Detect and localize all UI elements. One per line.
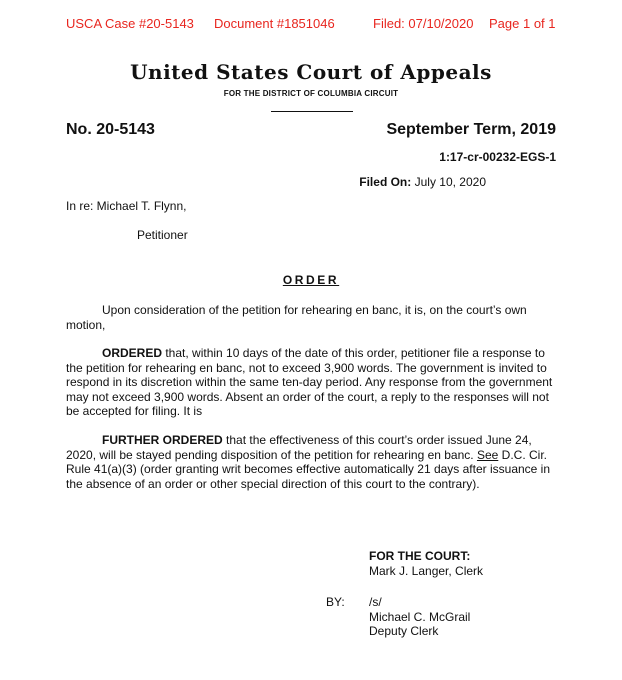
order-paragraph-2 <box>66 346 558 419</box>
ordered-label: ORDERED <box>102 346 163 360</box>
order-paragraph-3-text-a: that the effectiveness of this court’s order issued June 24, 2020, will be stayed pending disposition of the petition for rehearing en banc. <box>66 433 532 462</box>
party-role: Petitioner <box>137 228 188 242</box>
further-ordered-label: FURTHER ORDERED <box>102 433 223 447</box>
title-divider <box>271 111 353 112</box>
docket-number: 1:17-cr-00232-EGS-1 <box>439 150 556 164</box>
filed-on-label: Filed On: <box>359 175 412 189</box>
header-document-number: Document #1851046 <box>214 16 335 31</box>
order-title: ORDER <box>282 273 340 287</box>
order-paragraph-2-text: that, within 10 days of the date of this order, petitioner file a response to the petition for rehearing en banc, not to exceed 3,900 words. The government is invited to respond in its discretion within the same ten-day period. Any response from the government may not exceed 3,900 words. Absent an order of the court, a reply to the responses will not be accepted for filing. It is <box>66 346 553 419</box>
signature-by-label: BY: <box>326 595 345 609</box>
for-the-court: FOR THE COURT: <box>369 549 471 563</box>
case-caption: In re: Michael T. Flynn, <box>66 199 187 213</box>
order-paragraph-1: Upon consideration of the petition for rehearing en banc, it is, on the court’s own motion, <box>66 303 527 332</box>
header-filed-date: Filed: 07/10/2020 <box>373 16 474 31</box>
signature-mark: /s/ <box>369 595 382 609</box>
filed-on <box>359 175 486 189</box>
filed-on-date: July 10, 2020 <box>414 175 486 189</box>
court-district: FOR THE DISTRICT OF COLUMBIA CIRCUIT <box>223 89 399 98</box>
court-term: September Term, 2019 <box>386 121 556 138</box>
header-case-number: USCA Case #20-5143 <box>66 16 194 31</box>
clerk-name: Mark J. Langer, Clerk <box>369 564 484 578</box>
deputy-clerk-name: Michael C. McGrail <box>369 610 471 624</box>
see-citation-signal: See <box>476 447 499 462</box>
order-paragraph-3 <box>66 433 558 491</box>
deputy-clerk-title: Deputy Clerk <box>369 624 439 638</box>
case-number: No. 20-5143 <box>66 121 155 138</box>
court-name: United States Court of Appeals <box>130 60 492 84</box>
header-page-count: Page 1 of 1 <box>489 16 556 31</box>
order-paragraph-3-text-b: D.C. Cir. Rule 41(a)(3) (order granting writ becomes effective automatically 21 days after issuance in the absence of an order or other special direction of this court to the contrary). <box>66 447 551 491</box>
